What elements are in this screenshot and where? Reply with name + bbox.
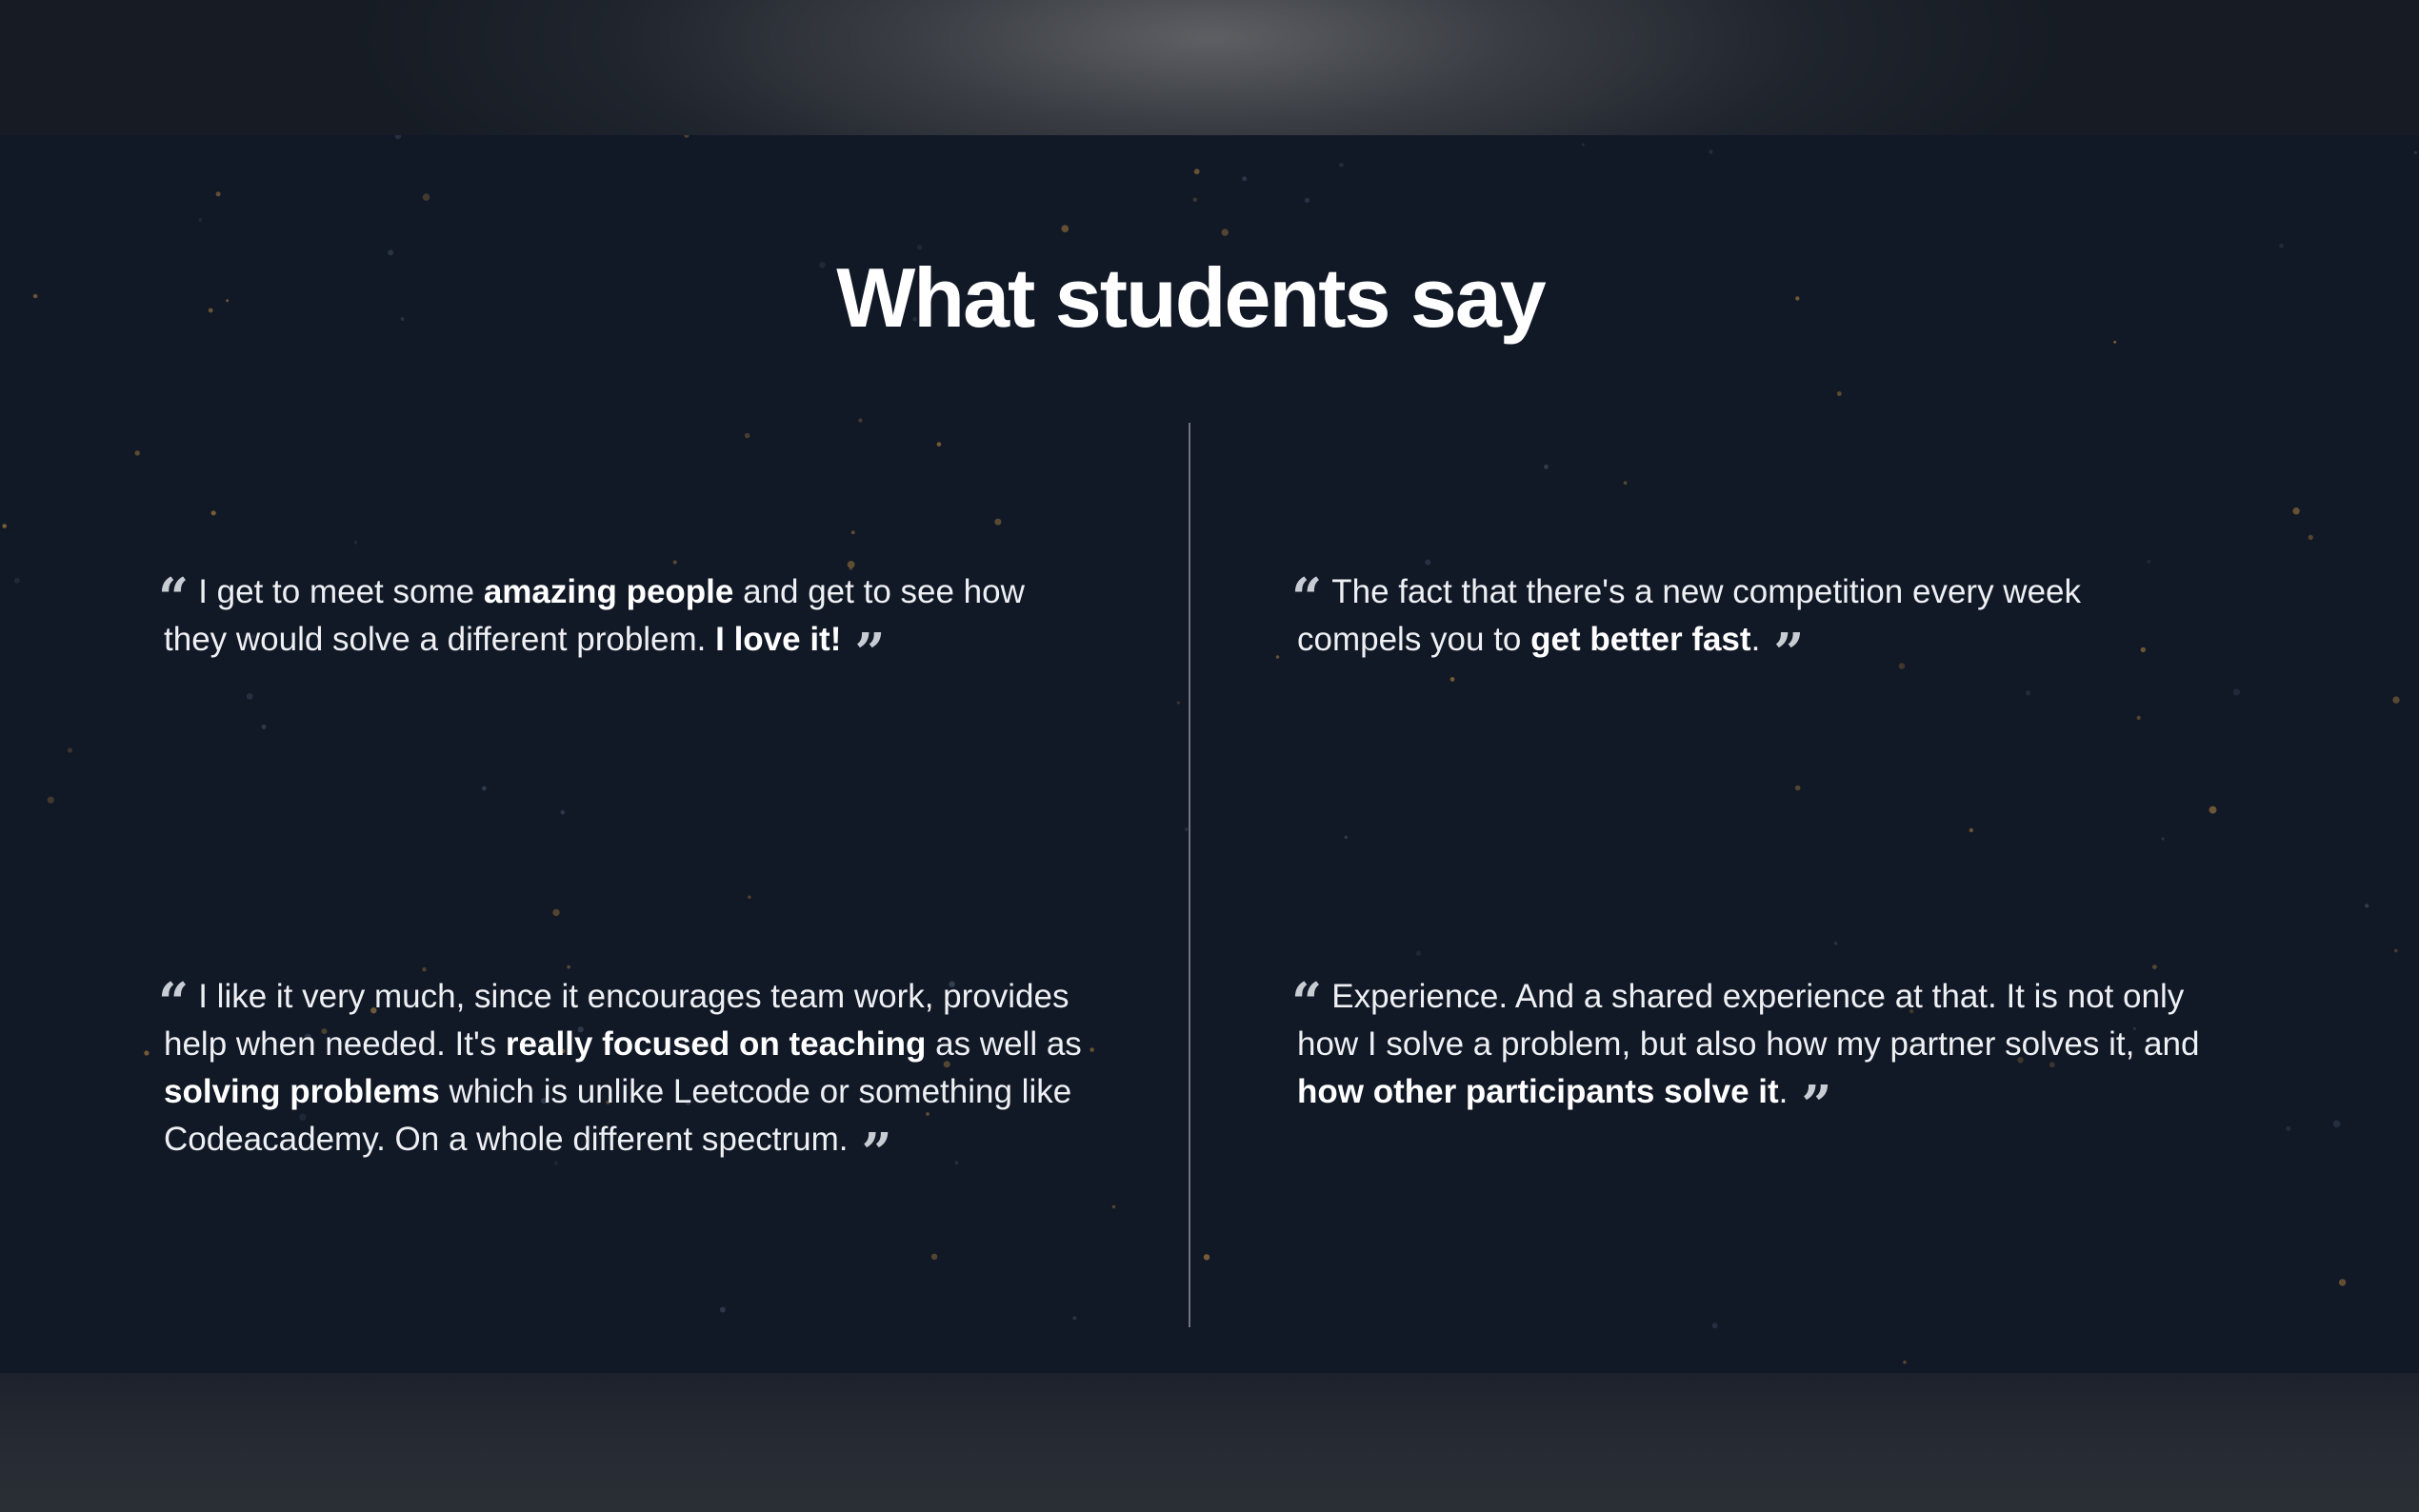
star-dot: [1837, 391, 1842, 396]
star-dot: [247, 693, 253, 700]
star-dot: [135, 450, 140, 455]
star-dot: [567, 965, 570, 969]
star-dot: [931, 1254, 937, 1260]
star-dot: [68, 747, 72, 752]
star-dot: [2394, 949, 2398, 953]
quote-text: which is unlike Leetcode or something like Codeacademy. On a whole different spectrum.: [164, 1073, 1072, 1158]
top-gradient-band: [0, 0, 2419, 135]
star-dot: [937, 442, 942, 447]
star-dot: [720, 1307, 726, 1313]
star-dot: [2233, 688, 2240, 695]
star-dot: [1194, 169, 1200, 174]
star-dot: [561, 810, 566, 815]
quote-emphasis: get better fast: [1530, 621, 1751, 658]
star-dot: [2292, 507, 2299, 514]
closing-quote-icon: ”: [1773, 622, 1805, 685]
star-dot: [211, 510, 216, 515]
star-dot: [994, 519, 1001, 526]
closing-quote-icon: ”: [861, 1122, 892, 1184]
star-dot: [2339, 1279, 2346, 1285]
star-dot: [2, 524, 7, 528]
star-dot: [2309, 535, 2313, 540]
star-dot: [1177, 702, 1180, 705]
star-dot: [395, 135, 401, 139]
quote-text: The fact that there's a new competition every week compels you to: [1297, 573, 2082, 658]
star-dot: [2147, 560, 2150, 564]
testimonial-quote: [1291, 567, 2211, 685]
star-dot: [1276, 655, 1280, 659]
star-dot: [1072, 1316, 1076, 1320]
star-dot: [1345, 836, 1349, 840]
testimonial-quote: [1291, 971, 2249, 1137]
star-dot: [1903, 1361, 1907, 1364]
quote-emphasis: amazing people: [483, 573, 734, 610]
star-dot: [552, 909, 559, 916]
quote-text: .: [1778, 1073, 1789, 1110]
star-dot: [684, 135, 689, 138]
quote-emphasis: really focused on teaching: [505, 1025, 927, 1063]
star-dot: [262, 725, 267, 729]
quote-emphasis: I love it!: [715, 621, 842, 658]
quote-text: .: [1750, 621, 1761, 658]
star-dot: [1712, 1323, 1718, 1328]
star-dot: [1305, 198, 1309, 203]
section-title: What students say: [836, 250, 1545, 345]
quote-text: and get to see how they would solve a different problem.: [164, 573, 1025, 658]
star-dot: [2026, 690, 2030, 695]
star-dot: [851, 530, 855, 534]
quote-text: I like it very much, since it encourages team work, provides help when needed. It's: [164, 978, 1070, 1063]
star-dot: [1416, 951, 1421, 956]
star-dot: [2333, 1121, 2341, 1128]
testimonials-section: [0, 135, 2419, 1373]
opening-quote-icon: “: [1291, 971, 1323, 1034]
quote-text: as well as: [926, 1025, 1082, 1063]
star-dot: [673, 560, 677, 564]
star-dot: [1185, 827, 1189, 831]
star-dot: [1061, 225, 1069, 232]
opening-quote-icon: “: [158, 971, 190, 1034]
quote-emphasis: how other participants solve it: [1297, 1073, 1779, 1110]
star-dot: [1112, 1205, 1116, 1209]
star-dot: [1339, 163, 1344, 168]
star-dot: [858, 418, 862, 422]
closing-quote-icon: ”: [1801, 1074, 1832, 1137]
star-dot: [422, 967, 426, 971]
star-dot: [423, 193, 430, 201]
column-divider: [1189, 423, 1190, 1327]
star-dot: [199, 218, 203, 222]
star-dot: [1242, 176, 1247, 181]
star-dot: [482, 786, 487, 791]
star-dot: [144, 1050, 149, 1055]
star-dot: [1709, 149, 1712, 153]
star-dot: [748, 896, 750, 899]
star-dot: [1425, 560, 1430, 566]
star-dot: [1450, 677, 1455, 682]
opening-quote-icon: “: [1291, 567, 1323, 629]
star-dot: [1193, 198, 1197, 202]
star-dot: [1544, 465, 1549, 469]
star-dot: [848, 561, 855, 568]
star-dot: [2137, 716, 2141, 720]
star-dot: [1899, 663, 1906, 669]
star-dot: [1222, 229, 1229, 235]
star-dot: [14, 578, 20, 584]
star-dot: [1795, 786, 1801, 791]
star-dot: [216, 191, 221, 196]
quote-text: Experience. And a shared experience at that. It is not only how I solve a problem, but also how my partner solves it, and: [1297, 978, 2200, 1063]
star-dot: [2161, 837, 2164, 840]
opening-quote-icon: “: [158, 567, 190, 629]
star-dot: [1204, 1254, 1210, 1260]
quote-emphasis: solving problems: [164, 1073, 440, 1110]
testimonial-quote: [158, 567, 1078, 685]
star-dot: [1582, 144, 1585, 147]
star-dot: [2152, 965, 2157, 969]
star-dot: [2279, 244, 2284, 249]
star-dot: [354, 541, 358, 545]
star-dot: [2286, 1126, 2290, 1131]
quote-text: I get to meet some: [198, 573, 484, 610]
star-dot: [48, 797, 54, 804]
star-dot: [2209, 806, 2217, 814]
star-dot: [1834, 942, 1838, 945]
star-dot: [2392, 696, 2399, 703]
star-dot: [745, 433, 750, 439]
star-dot: [1969, 828, 1973, 832]
star-dot: [1624, 481, 1628, 485]
star-dot: [2414, 151, 2417, 154]
closing-quote-icon: ”: [854, 622, 886, 685]
star-dot: [2365, 904, 2369, 907]
testimonial-quote: [158, 971, 1097, 1184]
bottom-gradient-band: [0, 1373, 2419, 1512]
